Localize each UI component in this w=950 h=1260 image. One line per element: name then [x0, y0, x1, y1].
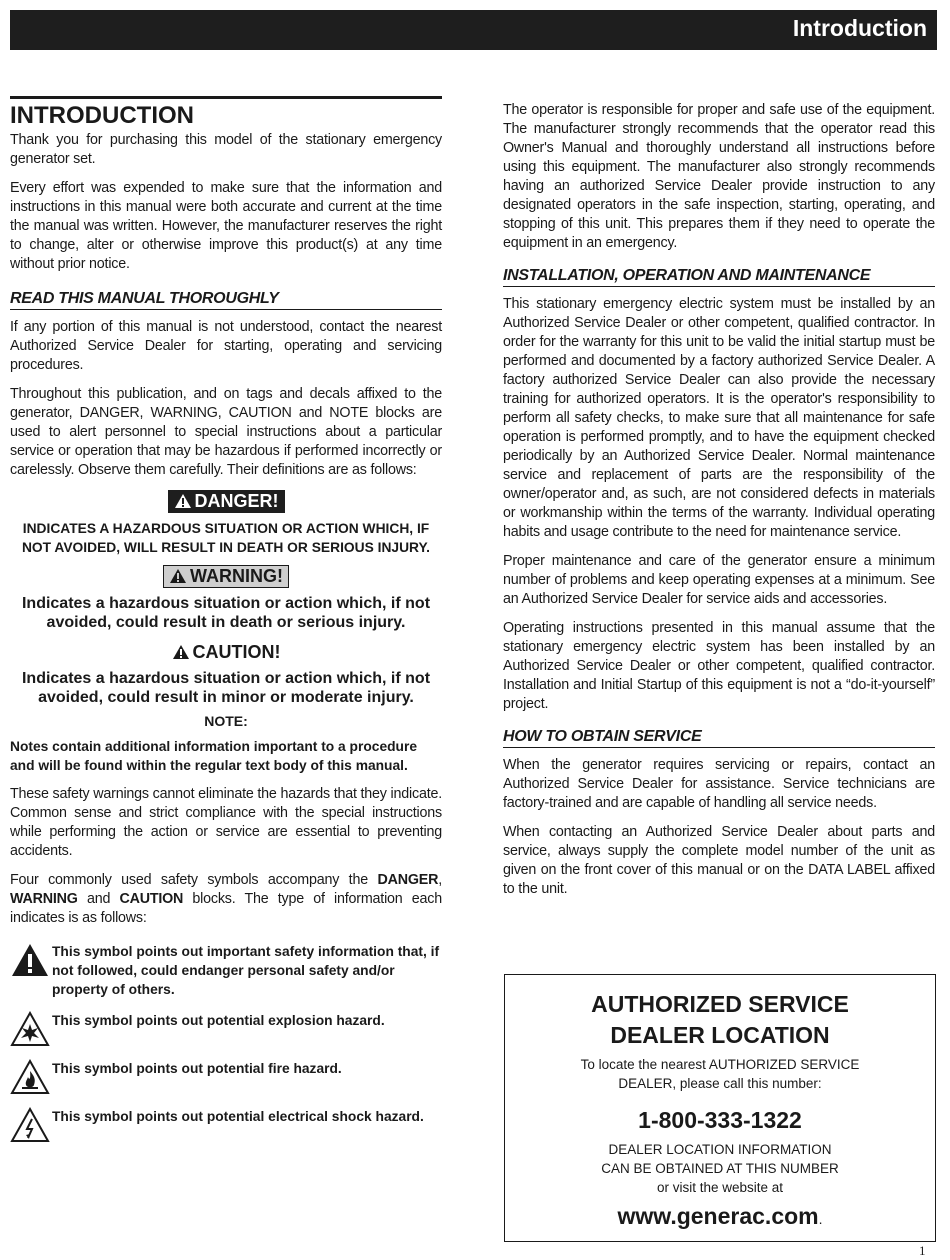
left-column [10, 96, 442, 1155]
read-manual-heading: READ THIS MANUAL THOROUGHLY [10, 290, 442, 310]
read-paragraph-2: Throughout this publication, and on tags and decals affixed to the generator, DANGER, WARNING, CAUTION and NOTE blocks are used to alert personnel to special instructions about a particular service or operation that may be hazardous if performed incorrectly or carelessly. Observe them carefully. Their definitions are as follows: [10, 386, 442, 478]
symbol-row-safety [10, 942, 442, 999]
symbol-row-fire [10, 1059, 442, 1095]
dealer-location-box [504, 974, 936, 1242]
caution-definition: Indicates a hazardous situation or action which, if not avoided, could result in minor or moderate injury. [21, 670, 431, 706]
website-suffix: . [818, 1211, 823, 1227]
right-column [503, 101, 935, 909]
introduction-heading: INTRODUCTION [10, 96, 442, 129]
symbols-intro-caution: CAUTION [119, 891, 184, 907]
warning-triangle-icon [172, 644, 190, 660]
caution-label: CAUTION! [192, 642, 281, 662]
read-paragraph-1: If any portion of this manual is not understood, contact the nearest Authorized Service Dealer for starting, operating and servicing procedures. [10, 319, 442, 373]
page-number: 1 [919, 1243, 926, 1258]
obtain-service-heading: HOW TO OBTAIN SERVICE [503, 728, 935, 748]
danger-definition: INDICATES A HAZARDOUS SITUATION OR ACTION WHICH, IF NOT AVOIDED, WILL RESULT IN DEATH OR SERIOUS INJURY. [21, 521, 431, 555]
electrical-shock-icon [10, 1107, 50, 1143]
symbols-intro-danger: DANGER [377, 872, 439, 888]
warning-triangle-icon [174, 493, 192, 509]
caution-label-box [172, 642, 281, 663]
intro-paragraph-1: Thank you for purchasing this model of the stationary emergency generator set. [10, 132, 442, 167]
dealer-info-line-2: CAN BE OBTAINED AT THIS NUMBER [601, 1161, 839, 1176]
installation-heading: INSTALLATION, OPERATION AND MAINTENANCE [503, 267, 935, 287]
safety-paragraph: These safety warnings cannot eliminate the hazards that they indicate. Common sense and strict compliance with the special instructions while performing the action or service are essential to preventing accidents. [10, 786, 442, 859]
service-paragraph-2: When contacting an Authorized Service Dealer about parts and service, always supply the complete model number of the unit as given on the front cover of this manual or on the DATA LABEL affixed to the unit. [503, 824, 935, 897]
explosion-hazard-icon [10, 1011, 50, 1047]
warning-signal [10, 565, 442, 588]
dealer-sub-line-1: To locate the nearest AUTHORIZED SERVICE [580, 1057, 860, 1072]
warning-label-box [163, 565, 289, 588]
dealer-phone-number: 1-800-333-1322 [638, 1107, 802, 1133]
symbol-text: This symbol points out potential fire hazard. [52, 1061, 342, 1076]
danger-signal [10, 490, 442, 513]
warning-triangle-icon [169, 568, 187, 584]
exclamation-triangle-icon [10, 942, 50, 978]
note-definition: Notes contain additional information important to a procedure and will be found within the regular text body of this manual. [10, 739, 418, 773]
dealer-info-text [505, 1140, 935, 1197]
symbol-text: This symbol points out important safety information that, if not followed, could endanger personal safety and/or property of others. [52, 944, 440, 997]
installation-paragraph-1: This stationary emergency electric system must be installed by an Authorized Service Dealer or other competent, qualified contractor. In order for the warranty for this unit to be valid the initial startup must be performed and documented by a factory authorized Service Dealer. A factory authorized Service Dealer can also provide the necessary training for authorized operators. It is the operator's responsibility to perform all safety checks, to make sure that all maintenance for safe operation is performed promptly, and to have the equipment checked periodically by an Authorized Service Dealer. Normal maintenance service and replacement of parts are the responsibility of the owner/operator and, as such, are not considered defects in materials or workmanship within the terms of the warranty. Individual operating habits and usage contribute to the need for maintenance service. [503, 296, 935, 540]
dealer-box-title [505, 989, 935, 1051]
fire-hazard-icon [10, 1059, 50, 1095]
dealer-info-line-1: DEALER LOCATION INFORMATION [608, 1142, 832, 1157]
operator-paragraph: The operator is responsible for proper and safe use of the equipment. The manufacturer strongly recommends that the operator read this Owner's Manual and thoroughly understand all instructions before using this equipment. The manufacturer also strongly recommends having an authorized Service Dealer provide instruction to any designated operators in the safe inspection, starting, operating, and stopping of this unit. This prepares them if they need to operate the equipment in an emergency. [503, 102, 935, 251]
dealer-info-line-3: or visit the website at [656, 1180, 784, 1195]
symbols-intro-warning: WARNING [10, 891, 78, 907]
dealer-sub-line-2: DEALER, please call this number: [618, 1076, 822, 1091]
intro-paragraph-2: Every effort was expended to make sure that the information and instructions in this manual were both accurate and current at the time the manual was written. However, the manufacturer reserves the right to change, alter or otherwise improve this product(s) at any time without prior notice. [10, 180, 442, 272]
note-label: NOTE: [204, 713, 248, 729]
installation-paragraph-2: Proper maintenance and care of the generator ensure a minimum number of problems and keep operating expenses at a minimum. See an Authorized Service Dealer for service aids and accessories. [503, 553, 935, 607]
symbols-intro-text-b: , [438, 872, 442, 888]
symbol-text: This symbol points out potential electrical shock hazard. [52, 1109, 424, 1124]
service-paragraph-1: When the generator requires servicing or repairs, contact an Authorized Service Dealer for assistance. Service technicians are factory-trained and are capable of handling all service needs. [503, 757, 935, 811]
symbol-text: This symbol points out potential explosion hazard. [52, 1013, 385, 1028]
dealer-website [505, 1203, 935, 1230]
danger-label: DANGER! [194, 491, 279, 511]
installation-paragraph-3: Operating instructions presented in this manual assume that the stationary emergency electric system has been installed by an Authorized Service Dealer or other competent, qualified contractor. Installation and Initial Startup of this equipment is not a “do-it-yourself” project. [503, 620, 935, 712]
dealer-title-line-1: AUTHORIZED SERVICE [591, 991, 849, 1017]
symbols-intro-text-a: Four commonly used safety symbols accompany the [10, 872, 378, 888]
dealer-instructions [505, 1055, 935, 1093]
warning-label: WARNING! [190, 566, 283, 586]
warning-definition: Indicates a hazardous situation or action which, if not avoided, could result in death or serious injury. [21, 595, 431, 631]
symbol-row-electrical [10, 1107, 442, 1143]
caution-signal [10, 642, 442, 663]
symbol-row-explosion [10, 1011, 442, 1047]
dealer-title-line-2: DEALER LOCATION [610, 1022, 830, 1048]
symbols-intro-text-c: and [77, 891, 120, 907]
page-section-title: Introduction [792, 15, 927, 41]
symbols-intro-text-d: blocks. The type of information each indicates is as follows: [10, 891, 442, 926]
danger-label-box [168, 490, 285, 513]
header-bar [10, 10, 937, 50]
website-link[interactable]: www.generac.com [617, 1203, 819, 1229]
symbols-intro-paragraph [10, 871, 442, 928]
